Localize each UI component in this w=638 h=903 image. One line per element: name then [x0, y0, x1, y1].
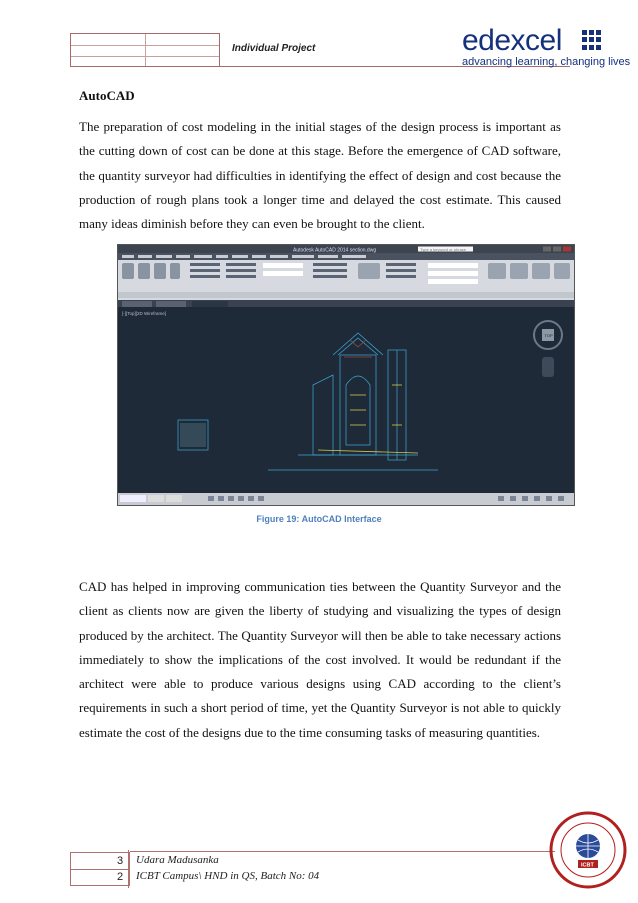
search-box: Type a keyword or phrase: [420, 246, 467, 252]
edexcel-logo: [462, 24, 631, 70]
figure-caption: Figure 19: AutoCAD Interface: [256, 514, 382, 524]
svg-text:TOP: TOP: [544, 333, 553, 338]
autocad-ui-illustration: [118, 245, 574, 505]
viewport-label: [-][Top][2D Wireframe]: [122, 311, 167, 316]
page-number-top: 3: [117, 855, 124, 867]
paragraph-2: CAD has helped in improving communication ties between the Quantity Surveyor and the client as clients now are given the liberty of studying and visualizing the types of design produced by the architect. The Quantity Surveyor will then be able to take necessary actions immediately to show the implications of the cost involved. It would be redundant if the architect were able to produce various designs using CAD according to the client’s requirements in such a short period of time, yet the Quantity Surveyor is not able to quickly estimate the cost of the designs due to the time consuming tasks of measuring quantities.: [79, 579, 561, 740]
logo-grid-icon: [582, 30, 602, 50]
footer-rule: [130, 851, 555, 852]
window-title: Autodesk AutoCAD 2014 section.dwg: [293, 247, 377, 254]
section-heading: AutoCAD: [79, 88, 135, 103]
page-number-bottom: 2: [117, 871, 124, 883]
college-seal-icon: [548, 810, 628, 890]
header-decor-box: [70, 33, 220, 67]
footer-author: Udara Madusanka: [136, 854, 219, 866]
footer-separator: [128, 850, 129, 888]
seal-text: ICBT: [581, 862, 594, 869]
logo-word: edexcel: [462, 24, 562, 57]
logo-tagline: advancing learning, changing lives: [462, 56, 631, 68]
header-title: Individual Project: [232, 43, 316, 54]
footer-course: ICBT Campus\ HND in QS, Batch No: 04: [136, 870, 320, 882]
autocad-screenshot: [117, 244, 575, 506]
paragraph-1: The preparation of cost modeling in the initial stages of the design process is important as the cutting down of cost can be done at this stage. Before the emergence of CAD software, the quantity surveyor had difficulties in identifying the effect of design and cost because the production of rough plans took a longer time and delayed the cost estimate. This caused many ideas diminish before they can even be brought to the client.: [79, 119, 561, 232]
